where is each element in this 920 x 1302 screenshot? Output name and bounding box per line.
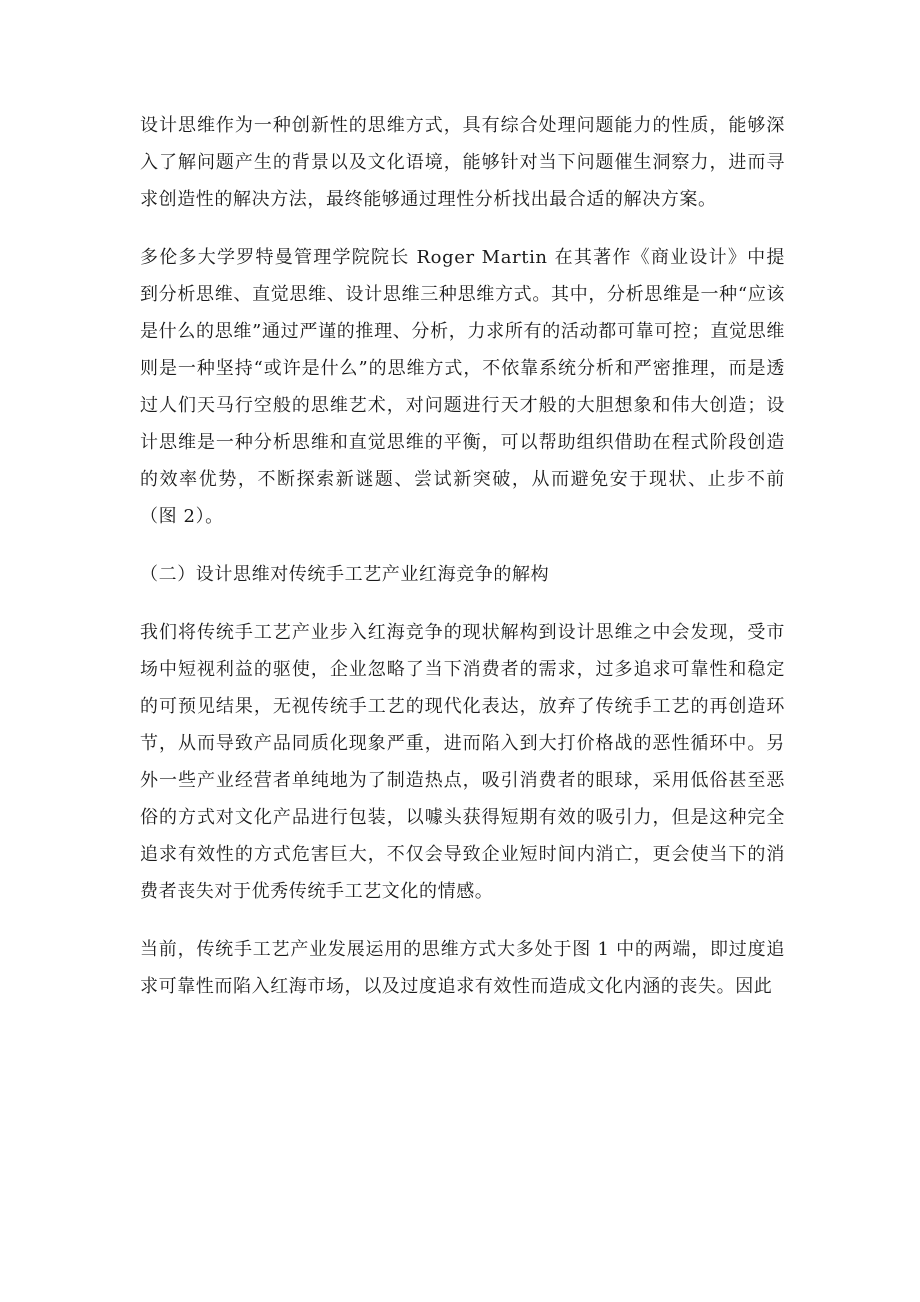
document-body [140, 107, 785, 1005]
paragraph-roger-martin-three-thinking-modes: 多伦多大学罗特曼管理学院院长 Roger Martin 在其著作《商业设计》中提到分析思维、直觉思维、设计思维三种思维方式。其中，分析思维是一种“应该是什么的思维”通过严谨的推理、分析，力求所有的活动都可靠可控；直觉思维则是一种坚持“或许是什么”的思维方式，不依靠系统分析和严密推理，而是透过人们天马行空般的思维艺术，对问题进行天才般的大胆想象和伟大创造；设计思维是一种分析思维和直觉思维的平衡，可以帮助组织借助在程式阶段创造的效率优势，不断探索新谜题、尝试新突破，从而避免安于现状、止步不前（图 2）。 [140, 247, 785, 527]
paragraph-design-thinking-definition: 设计思维作为一种创新性的思维方式，具有综合处理问题能力的性质，能够深入了解问题产生的背景以及文化语境，能够针对当下问题催生洞察力，进而寻求创造性的解决方法，最终能够通过理性分析找出最合适的解决方案。 [140, 115, 785, 210]
section-heading: （二）设计思维对传统手工艺产业红海竞争的解构 [140, 564, 550, 585]
paragraph-current-thinking-extremes: 当前，传统手工艺产业发展运用的思维方式大多处于图 1 中的两端，即过度追求可靠性而陷入红海市场，以及过度追求有效性而造成文化内涵的丧失。因此 [140, 939, 785, 997]
paragraph-red-ocean-deconstruction: 我们将传统手工艺产业步入红海竞争的现状解构到设计思维之中会发现，受市场中短视利益的驱使，企业忽略了当下消费者的需求，过多追求可靠性和稳定的可预见结果，无视传统手工艺的现代化表达，放弃了传统手工艺的再创造环节，从而导致产品同质化现象严重，进而陷入到大打价格战的恶性循环中。另外一些产业经营者单纯地为了制造热点，吸引消费者的眼球，采用低俗甚至恶俗的方式对文化产品进行包装，以噱头获得短期有效的吸引力，但是这种完全追求有效性的方式危害巨大，不仅会导致企业短时间内消亡，更会使当下的消费者丧失对于优秀传统手工艺文化的情感。 [140, 622, 785, 902]
